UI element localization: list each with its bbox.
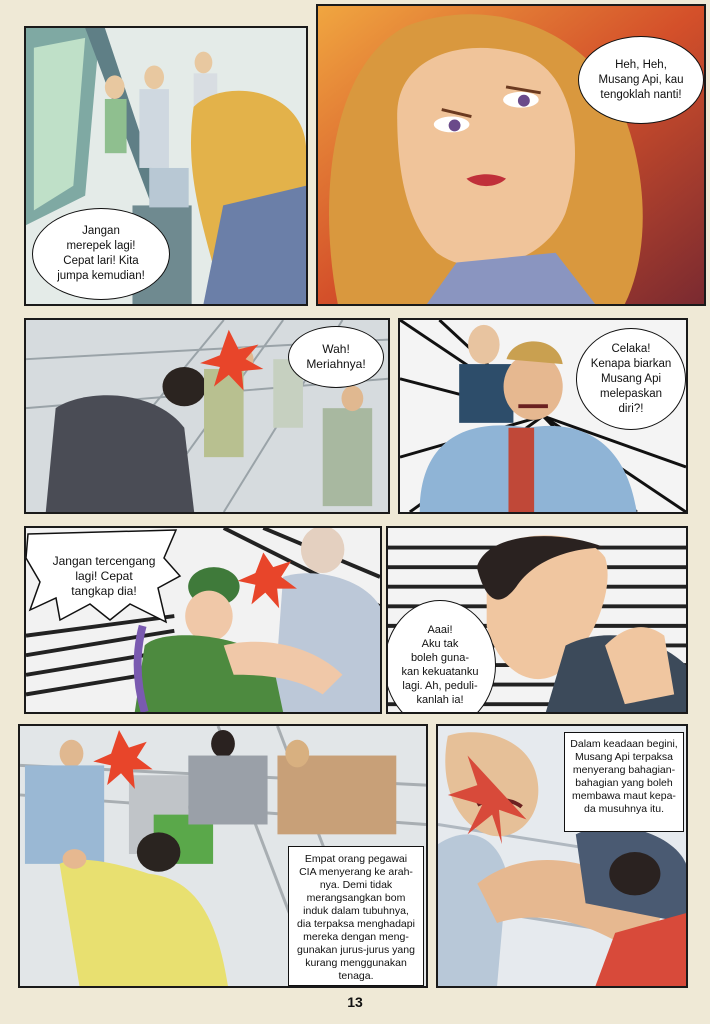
woman-face xyxy=(397,48,575,267)
speech-bubble: Heh, Heh, Musang Api, kau tengoklah nanti! xyxy=(578,36,704,124)
agent-tan-jacket xyxy=(277,756,396,835)
woman-eye-right xyxy=(518,95,530,107)
speech-bubble: Wah! Meriahnya! xyxy=(288,326,384,388)
man-back-hair xyxy=(162,367,206,406)
man-head-1 xyxy=(105,75,125,99)
spiky-speech-bubble xyxy=(26,528,182,624)
panel-1-escape xyxy=(24,26,308,306)
speech-bubble: Jangan merepek lagi! Cepat lari! Kita jumpa kemudian! xyxy=(32,208,170,300)
bald-man-head xyxy=(468,325,500,364)
man-head-3 xyxy=(195,52,213,74)
agent-blue-shirt xyxy=(25,765,104,863)
page-number: 13 xyxy=(347,994,363,1010)
speech-bubble: Aaai! Aku tak boleh guna- kan kekuatanku lagi. Ah, peduli- kanlah ia! xyxy=(386,600,496,714)
narration-caption: Empat orang pegawai CIA menyerang ke arah- nya. Demi tidak merangsangkan bom induk dalam tubuhnya, dia terpaksa menghadapi mereka dengan meng- gunakan jurus-jurus yang kurang menggunakan tenaga. xyxy=(288,846,424,986)
man-red-tie xyxy=(508,428,534,512)
speech-bubble: Celaka! Kenapa biarkan Musang Api melepaskan diri?! xyxy=(576,328,686,430)
panel-8-musang-api-strikes xyxy=(436,724,688,988)
man-head-2 xyxy=(144,65,164,89)
panel-2-woman-closeup xyxy=(316,4,706,306)
grey-man-shirt xyxy=(273,573,380,712)
soldier-face xyxy=(185,591,232,642)
panel-4-angry-agents xyxy=(398,318,688,514)
grey-man-face xyxy=(301,528,345,573)
man-back-hair xyxy=(137,832,181,871)
speech-text: Jangan tercengang lagi! Cepat tangkap dia! xyxy=(52,553,156,598)
panel-6-dark-haired-man xyxy=(386,526,688,714)
agent-suit xyxy=(323,408,372,506)
woman-eye-left xyxy=(449,119,461,131)
narration-caption: Dalam keadaan begini, Musang Api terpaksa menyerang bahagian- bahagian yang boleh membawa maut kepa- da musuhnya itu. xyxy=(564,732,684,832)
panel-5-camo-soldier xyxy=(24,526,382,714)
panel-7-agents-attack xyxy=(18,724,428,988)
panel-3-corridor-fight xyxy=(24,318,390,514)
